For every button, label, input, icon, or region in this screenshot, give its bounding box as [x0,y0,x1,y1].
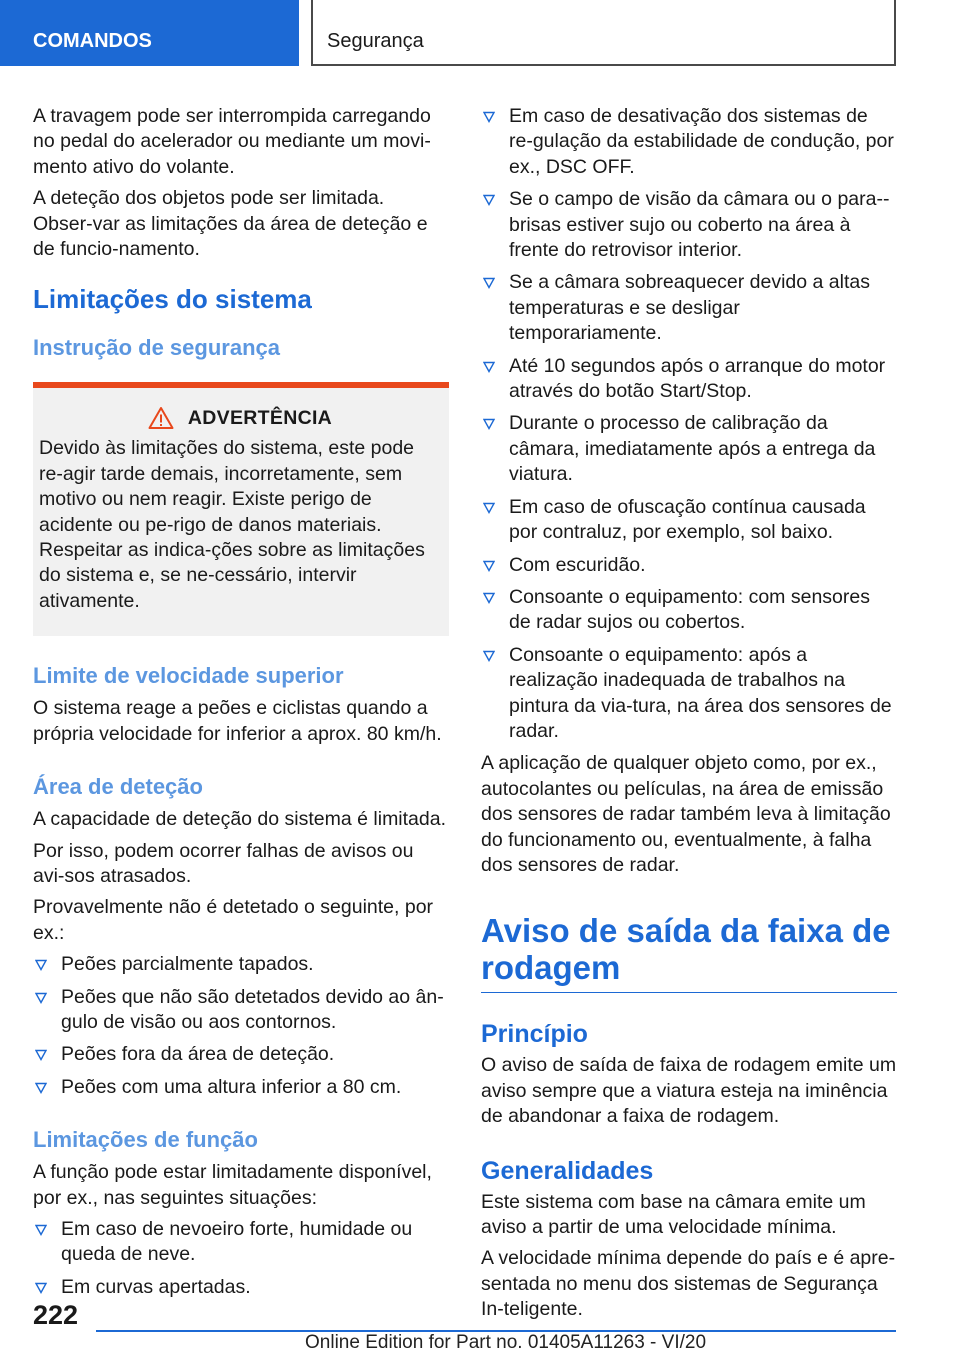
chapter-heading: Aviso de saída da faixa de rodagem [481,912,897,993]
bullet-triangle-icon [35,1282,47,1294]
function-list [33,1217,449,1300]
limitations-list [481,104,897,744]
bullet-triangle-icon [35,959,47,971]
bullet-triangle-icon [35,1224,47,1236]
list-item: Se a câmara sobreaquecer devido a altas temperaturas e se desligar temporariamente. [481,270,897,346]
list-item: Em caso de ofuscação contínua causada por contraluz, por exemplo, sol baixo. [481,495,897,546]
bullet-triangle-icon [483,277,495,289]
detection-text: A capacidade de deteção do sistema é limitada. [33,808,447,831]
function-heading: Limitações de função [33,1127,258,1153]
bullet-triangle-icon [483,361,495,373]
list-item: Se o campo de visão da câmara ou o para--brisas estiver sujo ou coberto na área à frente do retrovisor interior. [481,187,897,263]
section-tab: COMANDOS [0,0,299,66]
principle-text: O aviso de saída de faixa de rodagem emite um aviso sempre que a viatura esteja na iminência de abandonar a faixa de rodagem. [481,1054,897,1128]
limits-heading: Limitações do sistema [33,284,312,315]
footer-edition: Online Edition for Part no. 01405A11263 - VI/20 [305,1332,707,1353]
warning-title [39,406,441,430]
detection-text: Provavelmente não é detetado o seguinte, por ex.: [33,896,434,944]
right-column [481,104,897,1329]
bullet-triangle-icon [483,592,495,604]
page-header [0,0,960,66]
bullet-triangle-icon [35,1049,47,1061]
bullet-triangle-icon [35,992,47,1004]
bullet-triangle-icon [483,418,495,430]
warning-label: ADVERTÊNCIA [187,406,333,429]
intro-paragraph: A deteção dos objetos pode ser limitada. Obser-var as limitações da área de deteção e de funcio-namento. [33,187,428,261]
page-number: 222 [33,1300,79,1330]
warning-text: Devido às limitações do sistema, este pode re-agir tarde demais, incorretamente, sem motivo ou nem reagir. Existe perigo de acidente ou pe-rigo de danos materiais. Respeitar as indica-ções sobre as limitações do sistema e, se ne-cessário, intervir ativamente. [39,437,425,612]
general-text: Este sistema com base na câmara emite um aviso a partir de uma velocidade mínima. [481,1190,866,1238]
general-text: A velocidade mínima depende do país e é apre-sentada no menu dos sistemas de Segurança In-teligente. [481,1247,896,1321]
list-item: Peões parcialmente tapados. [33,952,449,977]
radar-paragraph: A aplicação de qualquer objeto como, por ex., autocolantes ou películas, na área de emissão dos sensores de radar também leva à limitação do funcionamento ou, eventualmente, à falha dos sensores de radar. [481,752,891,876]
bullet-triangle-icon [483,502,495,514]
list-item: Em caso de desativação dos sistemas de re-gulação da estabilidade de condução, por ex., DSC OFF. [481,104,897,180]
speed-text: O sistema reage a peões e ciclistas quando a própria velocidade for inferior a aprox. 80 km/h. [33,697,442,745]
detection-heading: Área de deteção [33,774,203,800]
bullet-triangle-icon [483,111,495,123]
list-item: Em caso de nevoeiro forte, humidade ou queda de neve. [33,1217,449,1268]
list-item: Durante o processo de calibração da câmara, imediatamente após a entrega da viatura. [481,411,897,487]
list-item: Consoante o equipamento: após a realização inadequada de trabalhos na pintura da via-tura, na área dos sensores de radar. [481,643,897,745]
left-column [33,104,449,1307]
bullet-triangle-icon [483,650,495,662]
speed-heading: Limite de velocidade superior [33,663,344,689]
warning-triangle-icon [148,406,174,430]
intro-paragraph: A travagem pode ser interrompida carregando no pedal do acelerador ou mediante um movi-mento ativo do volante. [33,105,431,178]
chapter-title: Segurança [311,0,896,66]
bullet-triangle-icon [483,560,495,572]
list-item: Peões com uma altura inferior a 80 cm. [33,1075,449,1100]
safety-heading: Instrução de segurança [33,335,280,361]
list-item: Peões que não são detetados devido ao ân-gulo de visão ou aos contornos. [33,985,449,1036]
list-item: Consoante o equipamento: com sensores de radar sujos ou cobertos. [481,585,897,636]
list-item: Até 10 segundos após o arranque do motor através do botão Start/Stop. [481,354,897,405]
list-item: Peões fora da área de deteção. [33,1042,449,1067]
detection-text: Por isso, podem ocorrer falhas de avisos ou avi-sos atrasados. [33,839,414,887]
bullet-triangle-icon [35,1082,47,1094]
warning-box [33,382,449,636]
bullet-triangle-icon [483,194,495,206]
detection-list [33,952,449,1100]
list-item: Com escuridão. [481,553,897,578]
general-heading: Generalidades [481,1156,654,1185]
principle-heading: Princípio [481,1020,588,1049]
list-item: Em curvas apertadas. [33,1275,449,1300]
function-text: A função pode estar limitadamente disponível, por ex., nas seguintes situações: [33,1161,432,1209]
